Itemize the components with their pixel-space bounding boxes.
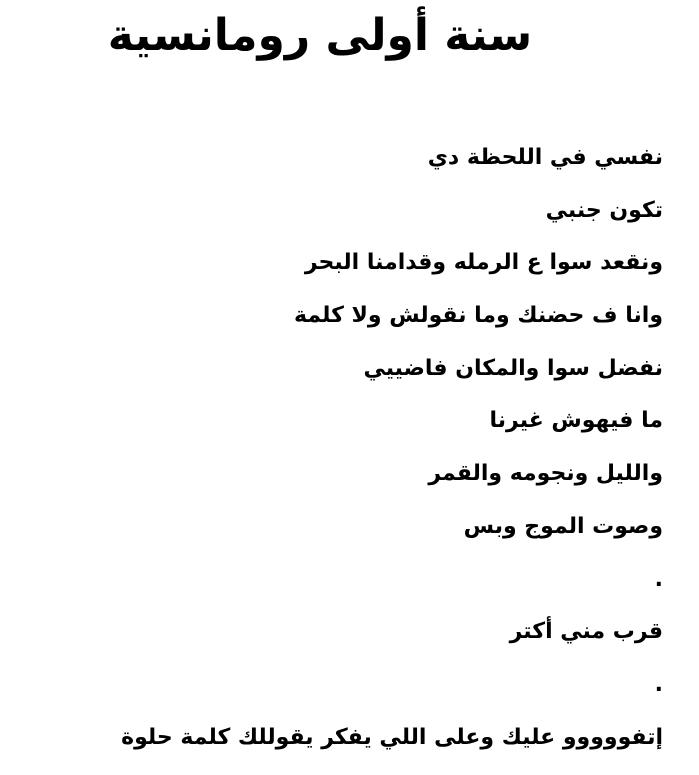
poem-line: نفسي في اللحظة دي (427, 145, 663, 170)
poem-line: وانا ف حضنك وما نقولش ولا كلمة (294, 303, 663, 329)
poem-line: ونقعد سوا ع الرمله وقدامنا البحر (304, 250, 663, 276)
poem-line: إتفووووو عليك وعلى اللي يفكر يقوللك كلمة حلوة (121, 724, 663, 750)
poem-line: تكون جنبي (545, 197, 663, 223)
poem-title: سنة أولى رومانسية (107, 10, 533, 61)
poem-line: وصوت الموج وبس (463, 513, 663, 539)
poem-line: والليل ونجومه والقمر (428, 461, 663, 487)
poem-line: ما فيهوش غيرنا (489, 408, 663, 434)
poem-line: قرب مني أكتر (509, 619, 663, 645)
separator-dot: . (654, 671, 663, 697)
poem-line: نفضل سوا والمكان فاضييي (363, 355, 663, 381)
poem-body (43, 136, 663, 768)
separator-dot: . (654, 566, 663, 592)
